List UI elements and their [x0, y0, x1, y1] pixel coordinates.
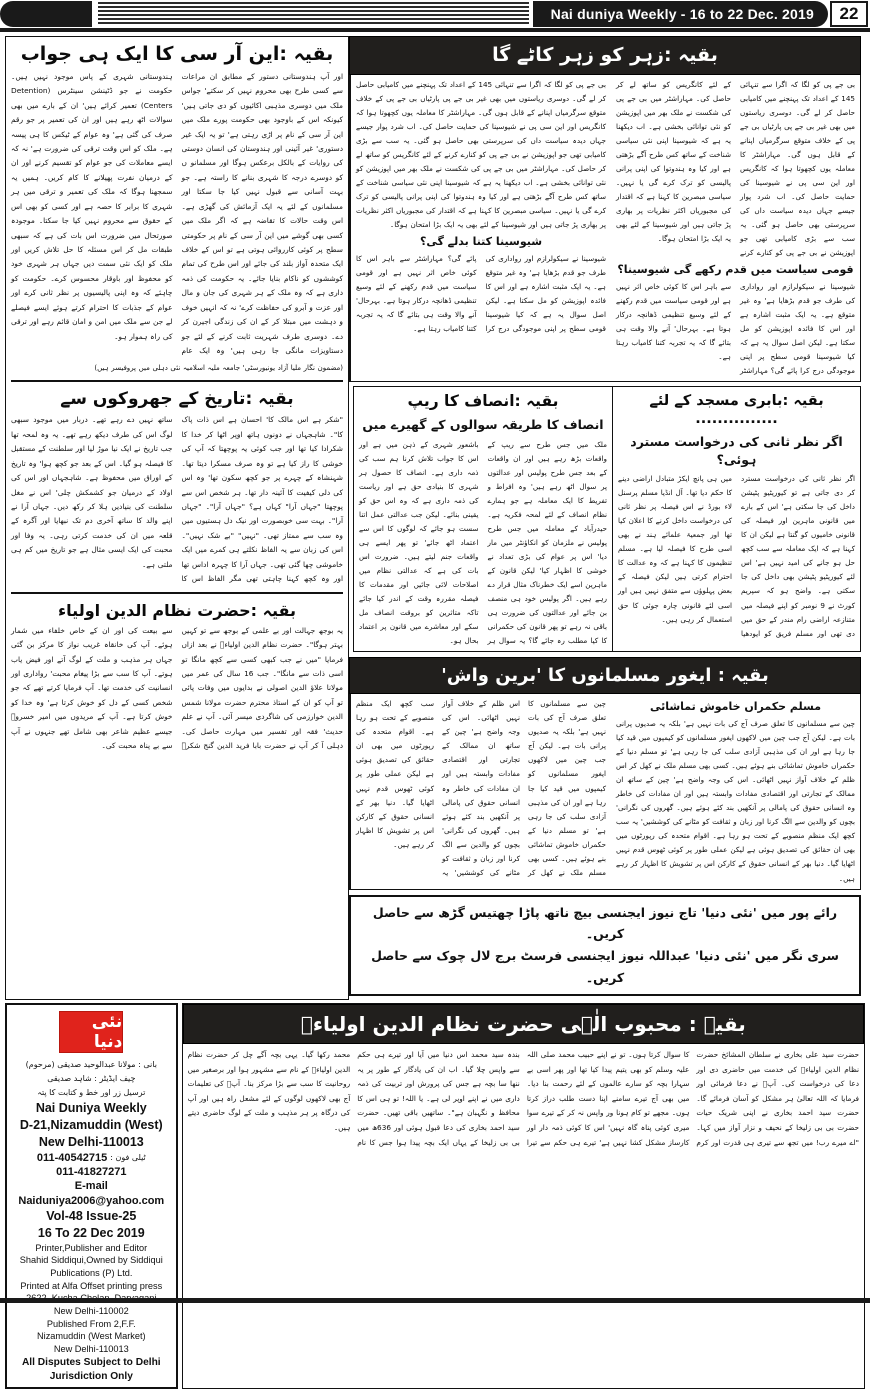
- colophon-volume: Vol-48 Issue-25: [46, 1208, 137, 1223]
- uyghur-body-right: چین سے مسلمانوں کا تعلق صرف آج کی بات نہیں ہے' بلکہ یہ صدیوں پرانی بات ہے۔ لیکن آج جب چین میں لاکھوں ایغور مسلمانوں کو کیمپوں میں قید کیا جا رہا ہے اور ان کی مذہبی آزادی سلب کی جا رہی ہے' تو مسلم دنیا کے حکمراں خاموش تماشائی بنے ہوئے ہیں۔ کسی بھی مسلم ملک نے کھل کر اس ظلم کے خلاف آواز نہیں اٹھائی۔ اس کی وجہ واضح ہے' چین کے ساتھ ان ممالک کے تجارتی اور اقتصادی مفادات وابستہ ہیں اور ان مفادات کی خاطر وہ انسانی حقوق کی پامالی پر آنکھیں بند کئے ہوئے ہیں۔ گھروں کی نگرانی' بچوں کو والدین سے الگ کرنا اور زبان و ثقافت کو مٹانے کی کوششیں' یہ سب کچھ ایک منظم منصوبے کے تحت ہو رہا ہے۔ اقوام متحدہ کی رپورٹوں میں بھی ان حقائق کی تصدیق ہوئی ہے لیکن عملی طور پر کوئی ٹھوس قدم نہیں اٹھایا گیا۔ دنیا بھر کے انسانی حقوق کے کارکن اس پر تشویش کا اظہار کر رہے ہیں۔: [616, 719, 855, 883]
- colophon-imprint-3: Publications (P) Ltd.: [50, 1267, 133, 1278]
- babri-body: اگر نظر ثانی کی درخواست مسترد کر دی جاتی ہے تو کیوریٹیو پٹیشن داخل کی جا سکتی ہے' اس کے بارے میں قانونی ماہرین اور فیصلہ کی قانونی خامیوں کو گنتا ہے لیکن ان کا کہنا ہے کہ ایک معاملہ سے سب کچھ حل ہو جانے کی امید نہیں ہے' اس لئے کیوریٹیو پٹیشن بھی داخل کی جا سکتی ہے۔ واضح ہو کہ سپریم کورٹ نے 9 نومبر کو اپنے فیصلہ میں متنازعہ اراضی رام مندر کے حق میں دی تھی اور مسلم فریق کو ایودھیا میں ہی پانچ ایکڑ متبادل اراضی دینے کا حکم دیا تھا۔ آل انڈیا مسلم پرسنل لاء بورڈ نے اس فیصلہ پر نظر ثانی کی درخواست داخل کرنے کا اعلان کیا تھا اور جمعیۃ علمائے ہند نے بھی اسی طرح کا فیصلہ لیا ہے۔ مسلم تنظیموں کا کہنا ہے کہ وہ عدالت کا احترام کرتی ہیں لیکن فیصلہ کے بعض پہلوؤں سے متفق نہیں ہیں اور اسی لئے قانونی چارہ جوئی کا حق استعمال کر رہی ہیں۔: [618, 474, 855, 638]
- nrc-body: اور آپ ہندوستانی دستور کے مطابق ان مراعات سے کسی طرح بھی محروم نہیں کر سکتے' جواس ملک میں دوسری مذہبی اکائیوں کو دی جاتی ہیں' کیونکہ اس کے باوجود بھی حکومت پورے ملک میں این آر سی کے نام پر اڑی رہتی ہے' تو یہ ایک غیر دستوری' غیر آئینی اور ہندوستان کی انسان دوستی کی روایات کے بالکل برعکس ہوگا اور مسلمانو ں کو دوسرے درجہ کا شہری بنانے کا راستہ ہے۔ جو بہت آسانی سے قبول نہیں کیا جا سکتا اور مسلمانوں کے لئے یہ ایک آزمائش کی گھڑی ہے۔ اس وقت حالات کا تقاضہ ہے کہ اگر ملک میں کسی بھی گوشے میں این آر سی کے نام پر حکومتی سطح پر کوئی کارروائی ہوتی ہے تو اس کے خلاف ایک متحدہ آواز بلند کی جائے اور اس طرح کی تمام کوششوں کو ناکام بنایا جائے۔ یہ حکومت کی ذمہ داری ہے کہ وہ ملک کے ہر شہری کی جان و مال اور عزت و آبرو کی حفاظت کرے' نہ کہ انہیں خوف و دہشت میں مبتلا کر کے ان کی زندگی اجیرن کر دے۔ دوسری طرف شہریت ثابت کرنے کے لئے جو دستاویزات مانگی جا رہی ہیں' وہ ایک عام ہندوستانی شہری کے پاس موجود نہیں ہیں۔ حکومت نے جو ڈٹینشن سینٹرس (Detention Centers) تعمیر کرائے ہیں' ان کے بارے میں بھی سوالات اٹھ رہے ہیں اور ان کی تعمیر پر جو رقم صرف کی گئی ہے' وہ عوام کے ٹیکس کا ہی پیسہ ہے۔ ملک کو اس وقت ترقی کی ضرورت ہے' نہ کہ ایسے معاملات کی جو عوام کو تقسیم کرنے اور ان کے درمیان نفرت پھیلانے کا کام کریں۔ ہمیں یہ سمجھنا ہوگا کہ ملک کی تعمیر و ترقی میں ہر شہری کا برابر کا حصہ ہے اور کسی کو بھی اس کے حقوق سے محروم نہیں کیا جا سکتا۔ موجودہ صورتحال میں ضرورت اس بات کی ہے کہ سبھی طبقات مل کر اس مسئلہ کا حل تلاش کریں اور ملک کو ایک نئی سمت دیں جہاں ہر شہری خود کو محفوظ اور باوقار محسوس کرے۔ حکومت کو چاہئے کہ وہ اپنی پالیسیوں پر نظر ثانی کرے اور عوام کے جذبات کا احترام کرتے ہوئے ایسے فیصلے لے جن سے ملک میں امن و امان قائم رہے اور ترقی کی راہ ہموار ہو۔: [11, 71, 343, 356]
- tareekh-headline: بقیہ :تاریخ کے جھروکوں سے: [60, 389, 294, 410]
- uyghur-col-left: [350, 694, 611, 888]
- page-number-badge: 22: [830, 1, 868, 27]
- colophon-founder: بانی : مولانا عبدالوحید صدیقی (مرحوم): [25, 1060, 157, 1070]
- ad-line-2: سری نگر میں 'نئی دنیا' عبداللہ نیوز ایجنسی فرسٹ برج لال چوک سے حاصل کریں۔: [371, 948, 839, 986]
- bottom-section: [0, 1000, 870, 1394]
- shivsena-change-body: شیوسینا نے سیکولرازم اور رواداری کی طرف جو قدم بڑھایا ہے' وہ غیر متوقع ہے۔ یہ ایک مثبت اشارہ ہے اور اس کا فائدہ اپوزیشن کو مل سکتا ہے۔ لیکن اصل سوال یہ ہے کہ کیا شیوسینا قومی سطح پر اپنی موجودگی درج کرا پائے گی؟ مہاراشٹر سے باہر اس کا کوئی خاص اثر نہیں ہے اور قومی سیاست میں قدم رکھنے کے لئے وسیع تنظیمی ڈھانچہ درکار ہوتا ہے۔ بہرحال' آنے والا وقت ہی بتائے گا کہ یہ تجربہ کتنا کامیاب رہتا ہے۔: [356, 253, 606, 333]
- masthead: [0, 0, 870, 28]
- subcol-right-top: [611, 75, 860, 381]
- colophon-imprint-6: New Delhi-110002: [53, 1306, 129, 1317]
- tareekh-body: "شکر ہے اس مالک کا' احسان ہے اس ذات پاک کا"۔ شاہجہاں نے دونوں ہاتھ اوپر اٹھا کر خدا کا شکرادا کیا تھا اور جب کوئی یہ پوچھتا کہ آپ کی خوشی کا راز کیا ہے تو وہ صرف مسکرا دیتا تھا۔ شہنشاہ کے چہرے پر جو کچھ سکون تھا' وہ اس کی دلی کیفیت کا آئینہ دار تھا۔ ہر شخص اس سے پوچھتا "جہاں آرا" کہاں ہے؟ "جہاں آرا"۔ "جہاں آرا"۔ بہت سی خوبصورت اور نیک دل ہستیوں میں وہ سب سے ممتاز تھی۔ "نہیں" "بے شک نہیں"۔ اس کی زبان سے یہ الفاظ نکلتے ہی کمرے میں ایک خاموشی چھا گئی تھی۔ جہاں آرا کا چہرہ اداس تھا اور وہ کچھ کہنا چاہتی تھی مگر الفاظ اس کا ساتھ نہیں دے رہے تھے۔ دربار میں موجود سبھی لوگ اس کی طرف دیکھ رہے تھے۔ یہ وہ لمحہ تھا جب تاریخ نے ایک نیا موڑ لیا اور سلطنت کے مستقبل کا فیصلہ ہو گیا۔ اس کے بعد جو کچھ ہوا' وہ تاریخ کے اوراق میں محفوظ ہے۔ شاہجہاں اور اس کی اولاد کے درمیان جو کشمکش چلی' اس نے مغل سلطنت کی بنیادیں ہلا کر رکھ دیں۔ جہاں آرا نے اپنے والد کا ساتھ آخری دم تک نبھایا اور آگرہ کے قلعہ میں ان کی خدمت کرتی رہی۔ یہ وفا اور محبت کی ایک ایسی مثال ہے جو تاریخ میں کم ہی ملتی ہے۔: [11, 415, 343, 584]
- nrc-headline: بقیہ :این آر سی کا ایک ہی جواب: [20, 43, 334, 65]
- masthead-stripes: [98, 2, 529, 26]
- colophon-imprint-2: Shahid Siddiqui,Owned by Siddiqui: [19, 1255, 163, 1266]
- footer-rule: [0, 1298, 870, 1303]
- insaaf-body: ملک میں جس طرح سے ریپ کے واقعات بڑھ رہے ہیں اور ان واقعات کے بعد جس طرح پولیس اور عدالتوں پر سوال اٹھ رہے ہیں' وہ افراط و تفریط کا ایک معاملہ ہے جو ہمارے نظام انصاف کے لئے لمحہ فکریہ ہے۔ حیدرآباد کے معاملہ میں جس طرح پولیس نے ملزمان کو انکاؤنٹر میں مار دیا' اس پر عوام کی بڑی تعداد نے خوشی کا اظہار کیا' لیکن قانون کے ماہرین اسے ایک خطرناک مثال قرار دے رہے ہیں۔ اگر پولیس خود ہی منصف بن جائے اور عدالتوں کی ضرورت ہی باقی نہ رہے تو پھر قانون کی حکمرانی کا کیا مطلب رہ جائے گا؟ یہ سوال ہر باشعور شہری کے ذہن میں ہے اور اس کا جواب تلاش کرنا ہم سب کی ذمہ داری ہے۔ انصاف کا حصول ہر شہری کا بنیادی حق ہے اور ریاست کی ذمہ داری ہے کہ وہ اس حق کو یقینی بنائے۔ لیکن جب عدالتی عمل اتنا سست ہو جائے کہ لوگوں کا اس سے اعتماد اٹھ جائے' تو پھر ایسے ہی واقعات جنم لیتے ہیں۔ ضرورت اس بات کی ہے کہ عدالتی نظام میں اصلاحات لائی جائیں اور مقدمات کا فیصلہ مقررہ وقت کے اندر کیا جائے تاکہ متاثرین کو بروقت انصاف مل سکے اور معاشرے میں قانون پر اعتماد بحال ہو۔: [359, 439, 607, 646]
- colophon-phone-1: 011-40542715: [36, 1151, 108, 1164]
- zahar-body-right: بی جے پی کو لگا کہ اگرا سے تنہائی 145 کے اعداد تک پہنچنے میں کامیابی حاصل کر لے گی۔ دوسری ریاستوں میں بھی غیر بی جے پی پارٹیاں بی جے پی کے خلاف متوقع سرگرمیاں اپنانے کے قابل ہوں گی۔ مہاراشٹر کا معاملہ یوں کچھوتا ہوا کہ کانگریس اور این سی پی نے شیوسینا کی حمایت حاصل کی۔ اب شرد پوار جیسے جہاں دیدہ سیاست داں کی سرپرستی بھی حاصل ہو گئی۔ یہ سب سے بڑی کامیابی تھی جو اپوزیشن نے بی جے پی کو کنارے کرنے کے لئے کانگریس کو ساتھ لے کر حاصل کی۔ مہاراشٹر میں بی جے پی کی شکست نے ملک بھر میں اپوزیشن کو نئی توانائی بخشی ہے۔ اب دیکھنا یہ ہے کہ شیوسینا اپنی نئی سیاسی شناخت کے ساتھ کس طرح آگے بڑھتی ہے اور کیا وہ ہندوتوا کی اپنی پرانی پالیسی کو ترک کرے گی یا نہیں۔ سیاسی مبصرین کا کہنا ہے کہ اقتدار کی مجبوریاں اکثر نظریات پر بھاری پڑ جاتی ہیں اور شیوسینا کے لئے بھی یہ ایک بڑا امتحان ہوگا۔: [616, 79, 855, 257]
- babri-subheading: اگر نظر ثانی کی درخواست مسترد ہوئی؟: [630, 434, 843, 467]
- uyghur-body-left: چین سے مسلمانوں کا تعلق صرف آج کی بات نہیں ہے' بلکہ یہ صدیوں پرانی بات ہے۔ لیکن آج جب چین میں لاکھوں ایغور مسلمانوں کو کیمپوں میں قید کیا جا رہا ہے اور ان کی مذہبی آزادی سلب کی جا رہی ہے' تو مسلم دنیا کے حکمراں خاموش تماشائی بنے ہوئے ہیں۔ کسی بھی مسلم ملک نے کھل کر اس ظلم کے خلاف آواز نہیں اٹھائی۔ اس کی وجہ واضح ہے' چین کے ساتھ ان ممالک کے تجارتی اور اقتصادی مفادات وابستہ ہیں اور ان مفادات کی خاطر وہ انسانی حقوق کی پامالی پر آنکھیں بند کئے ہوئے ہیں۔ گھروں کی نگرانی' بچوں کو والدین سے الگ کرنا اور زبان و ثقافت کو مٹانے کی کوششیں' یہ سب کچھ ایک منظم منصوبے کے تحت ہو رہا ہے۔ اقوام متحدہ کی رپورٹوں میں بھی ان حقائق کی تصدیق ہوئی ہے لیکن عملی طور پر کوئی ٹھوس قدم نہیں اٹھایا گیا۔ دنیا بھر کے انسانی حقوق کے کارکن اس پر تشویش کا اظہار کر رہے ہیں۔: [356, 699, 606, 877]
- article-babri: [612, 386, 861, 652]
- nizamuddin-body: یہ بوجھ جہالت اور بے علمی کے بوجھ سے تو کہیں بہتر ہوگا"۔ حضرت نظام الدین اولیاءؒ نے بعد ازاں فرمایا "میں نے جب کبھی کسی سے کچھ مانگا تو اسی ذات سے مانگا"۔ جب 16 سال کی عمر میں مولانا علاؤ الدین اصولی نے بدایوں میں وفات پائی تو آپ کو ان کے استاذ محترم حضرت مولانا شمس الدین خوارزمی کی شاگردی میسر آئی۔ آپ نے علم حدیث' فقہ اور تفسیر میں مہارت حاصل کی۔ دہلی آ کر آپ نے حضرت بابا فرید الدین گنج شکرؒ سے بیعت کی اور ان کے خاص خلفاء میں شمار ہوئے۔ آپ کی خانقاہ غریب نواز کا مرکز بن گئی جہاں ہر مذہب و ملت کے لوگ آتے اور فیض یاب ہوتے۔ آپ کا سب سے بڑا پیغام محبت' رواداری اور انسانیت کی خدمت تھا۔ آپ فرمایا کرتے تھے کہ جو شخص کسی کے دل کو خوش کرتا ہے' وہ خدا کو خوش کرتا ہے۔ آپ کے مریدوں میں امیر خسروؒ جیسے عظیم شاعر بھی شامل تھے جنہوں نے آپ سے بے پناہ محبت کی۔: [11, 625, 343, 751]
- babri-headline: بقیہ :بابری مسجد کے لئے ...............: [649, 392, 824, 428]
- main-body: [0, 32, 870, 1000]
- column-left-stack: [5, 36, 349, 1000]
- nizamuddin-headline: بقیہ :حضرت نظام الدین اولیاء: [57, 600, 297, 620]
- colophon-name-en: Nai Duniya Weekly: [35, 1101, 147, 1116]
- colophon-imprint-7: Published From 2,F.F.: [46, 1318, 136, 1329]
- uyghur-col-right: [611, 694, 860, 888]
- shivsena-question-heading: قومی سیاست میں قدم رکھے گی شیوسینا؟: [617, 262, 854, 276]
- colophon-box: [5, 1003, 178, 1389]
- colophon-email-label: E-mail: [74, 1180, 108, 1193]
- colophon-jurisdiction-1: All Disputes Subject to Delhi: [21, 1356, 161, 1368]
- colophon-email[interactable]: Naiduniya2006@yahoo.com: [18, 1194, 165, 1207]
- mahboob-headline: بقیہ : محبوب الٰہی حضرت نظام الدین اولیاءؒ: [183, 1004, 864, 1044]
- colophon-phone-2: 011-41827271: [56, 1165, 127, 1178]
- shivsena-question-body: شیوسینا نے سیکولرازم اور رواداری کی طرف جو قدم بڑھایا ہے' وہ غیر متوقع ہے۔ یہ ایک مثبت اشارہ ہے اور اس کا فائدہ اپوزیشن کو مل سکتا ہے۔ لیکن اصل سوال یہ ہے کہ کیا شیوسینا قومی سطح پر اپنی موجودگی درج کرا پائے گی؟ مہاراشٹر سے باہر اس کا کوئی خاص اثر نہیں ہے اور قومی سیاست میں قدم رکھنے کے لئے وسیع تنظیمی ڈھانچہ درکار ہوتا ہے۔ بہرحال' آنے والا وقت ہی بتائے گا کہ یہ تجربہ کتنا کامیاب رہتا ہے۔: [616, 281, 855, 375]
- insaaf-subheading: انصاف کا طریقہ سوالوں کے گھیرے میں: [362, 417, 604, 433]
- article-nizamuddin-continued: [11, 599, 343, 754]
- colophon-correspondence: ترسیل زر اور خط و کتابت کا پتہ: [37, 1088, 146, 1098]
- publication-line: Nai duniya Weekly - 16 to 22 Dec. 2019: [533, 1, 828, 27]
- zahar-headline: بقیہ :زہر کو زہر کاٹے گا: [349, 36, 861, 75]
- article-insaaf: [353, 386, 612, 652]
- column-right-stack: [349, 36, 861, 1000]
- divider-2: [11, 592, 343, 594]
- colophon-dateline: 16 To 22 Dec 2019: [37, 1225, 145, 1240]
- colophon-address-2: New Delhi-110013: [38, 1134, 144, 1149]
- colophon-chief-editor: چیف ایڈیٹر : شاہد صدیقی: [47, 1074, 136, 1084]
- colophon-imprint-1: Printer,Publisher and Editor: [35, 1242, 148, 1253]
- colophon-phone-label: ٹیلی فون :: [110, 1152, 146, 1162]
- uyghur-subheading: مسلم حکمراں خاموش تماشائی: [649, 700, 822, 714]
- colophon-imprint-4: Printed at Alfa Offset printing press: [20, 1280, 163, 1291]
- shivsena-change-heading: شیوسینا کتنا بدلے گی؟: [419, 234, 543, 248]
- distributor-ad-box: [349, 895, 861, 997]
- colophon-imprint-9: New Delhi-110013: [53, 1344, 129, 1355]
- insaaf-headline: بقیہ :انصاف کا ریپ: [407, 391, 559, 410]
- colophon-jurisdiction-2: Jurisdiction Only: [49, 1370, 133, 1382]
- masthead-end-cap: [0, 1, 92, 27]
- colophon-address-1: D-21,Nizamuddin (West): [19, 1117, 163, 1132]
- mahboob-body: حضرت سید علی بخاری نے سلطان المشائخ حضرت نظام الدین اولیاءؒ کی خدمت میں حاضری دی اور دعا کی درخواست کی۔ آپؒ نے دعا فرمائی اور فرمایا کہ اللہ تعالیٰ ہر مشکل کو آسان فرمائے گا۔ حضرت سید احمد بخاری نے اپنی شریک حیات حضرت بی بی زلیخا کے نحیف و نزار آواز میں کہا۔ "اے میرے رب! میں تجھ سے تیری ہی قدرت اور کرم کا سوال کرتا ہوں۔ تو نے اپنے حبیب محمد صلی اللہ علیہ وسلم کو بھی یتیم پیدا کیا تھا اور پھر اسی بے سہارا بچہ کو سارے عالموں کے لئے رحمت بنا دیا۔ میں بھی آج تیرے سامنے اپنا دست طلب دراز کرتا ہوں۔ مجھے تو کام ہونا ور واپس نہ کر کے تیرے سوا میری کوئی پناہ گاہ نہیں' اس کا کوئی ذمہ دار اور کارساز مشکل کشا نہیں ہے' تیرے ہی حکم سے تیرا بندہ سید محمد اس دنیا میں آیا اور تیرے ہی حکم سے واپس چلا گیا۔ اب ان کی یادگار کے طور پر یہ ننھا سا بچہ ہے جس کی پرورش اور تربیت کی ذمہ داری میں نے اپنے اوپر لی ہے۔ یا اللہ! تو ہی اس کا محافظ و نگہبان ہے"۔ ساتھیں باقی تھیں۔ حضرت سید احمد بخاری کی دعا قبول ہوئی اور 636ھ میں بی بی زلیخا کے یہاں ایک بچہ پیدا ہوا جس کا نام محمد رکھا گیا۔ یہی بچہ آگے چل کر حضرت نظام الدین اولیاءؒ کے نام سے مشہور ہوا اور برصغیر میں روحانیت کا سب سے بڑا مرکز بنا۔ آپؒ کی تعلیمات آج بھی لاکھوں لوگوں کے لئے مشعل راہ ہیں اور آپ کی درگاہ پر ہر مذہب و ملت کے لوگ حاضری دیتے ہیں۔: [187, 1050, 859, 1147]
- article-tareekh: [11, 387, 343, 587]
- article-mahboob: [182, 1003, 865, 1389]
- subcol-left-top: [350, 75, 611, 381]
- nrc-credit: (مضمون نگار ملیا آزاد یونیورسٹی' جامعہ ملیہ اسلامیہ نئی دہلی میں پروفیسر ہیں): [94, 363, 343, 372]
- uyghur-headline: بقیہ : ایغور مسلمانوں کا 'برین واش': [349, 657, 861, 694]
- nai-duniya-logo: نئی دنیا: [59, 1011, 123, 1053]
- colophon-imprint-8: Nizamuddin (West Market): [37, 1331, 146, 1342]
- divider-1: [11, 380, 343, 382]
- zahar-lead: بی جے پی کو لگا کہ اگرا سے تنہائی 145 کے اعداد تک پہنچنے میں کامیابی حاصل کر لے گی۔ دوسری ریاستوں میں بھی غیر بی جے پی پارٹیاں بی جے پی کے خلاف متوقع سرگرمیاں اپنانے کے قابل ہوں گی۔ مہاراشٹر کا معاملہ یوں کچھوتا ہوا کہ کانگریس اور این سی پی نے شیوسینا کی حمایت حاصل کی۔ اب شرد پوار جیسے جہاں دیدہ سیاست داں کی سرپرستی بھی حاصل ہو گئی۔ یہ سب سے بڑی کامیابی تھی جو اپوزیشن نے بی جے پی کو کنارے کرنے کے لئے کانگریس کو ساتھ لے کر حاصل کی۔ مہاراشٹر میں بی جے پی کی شکست نے ملک بھر میں اپوزیشن کو نئی توانائی بخشی ہے۔ اب دیکھنا یہ ہے کہ شیوسینا اپنی نئی سیاسی شناخت کے ساتھ کس طرح آگے بڑھتی ہے اور کیا وہ ہندوتوا کی اپنی پرانی پالیسی کو ترک کرے گی یا نہیں۔ سیاسی مبصرین کا کہنا ہے کہ اقتدار کی مجبوریاں اکثر نظریات پر بھاری پڑ جاتی ہیں اور شیوسینا کے لئے بھی یہ ایک بڑا امتحان ہوگا۔: [356, 79, 607, 229]
- article-nrc: [11, 41, 343, 375]
- ad-line-1: رائے پور میں 'نئی دنیا' تاج نیوز ایجنسی بیچ ناتھ پاڑا چھتیس گڑھ سے حاصل کریں۔: [372, 904, 838, 942]
